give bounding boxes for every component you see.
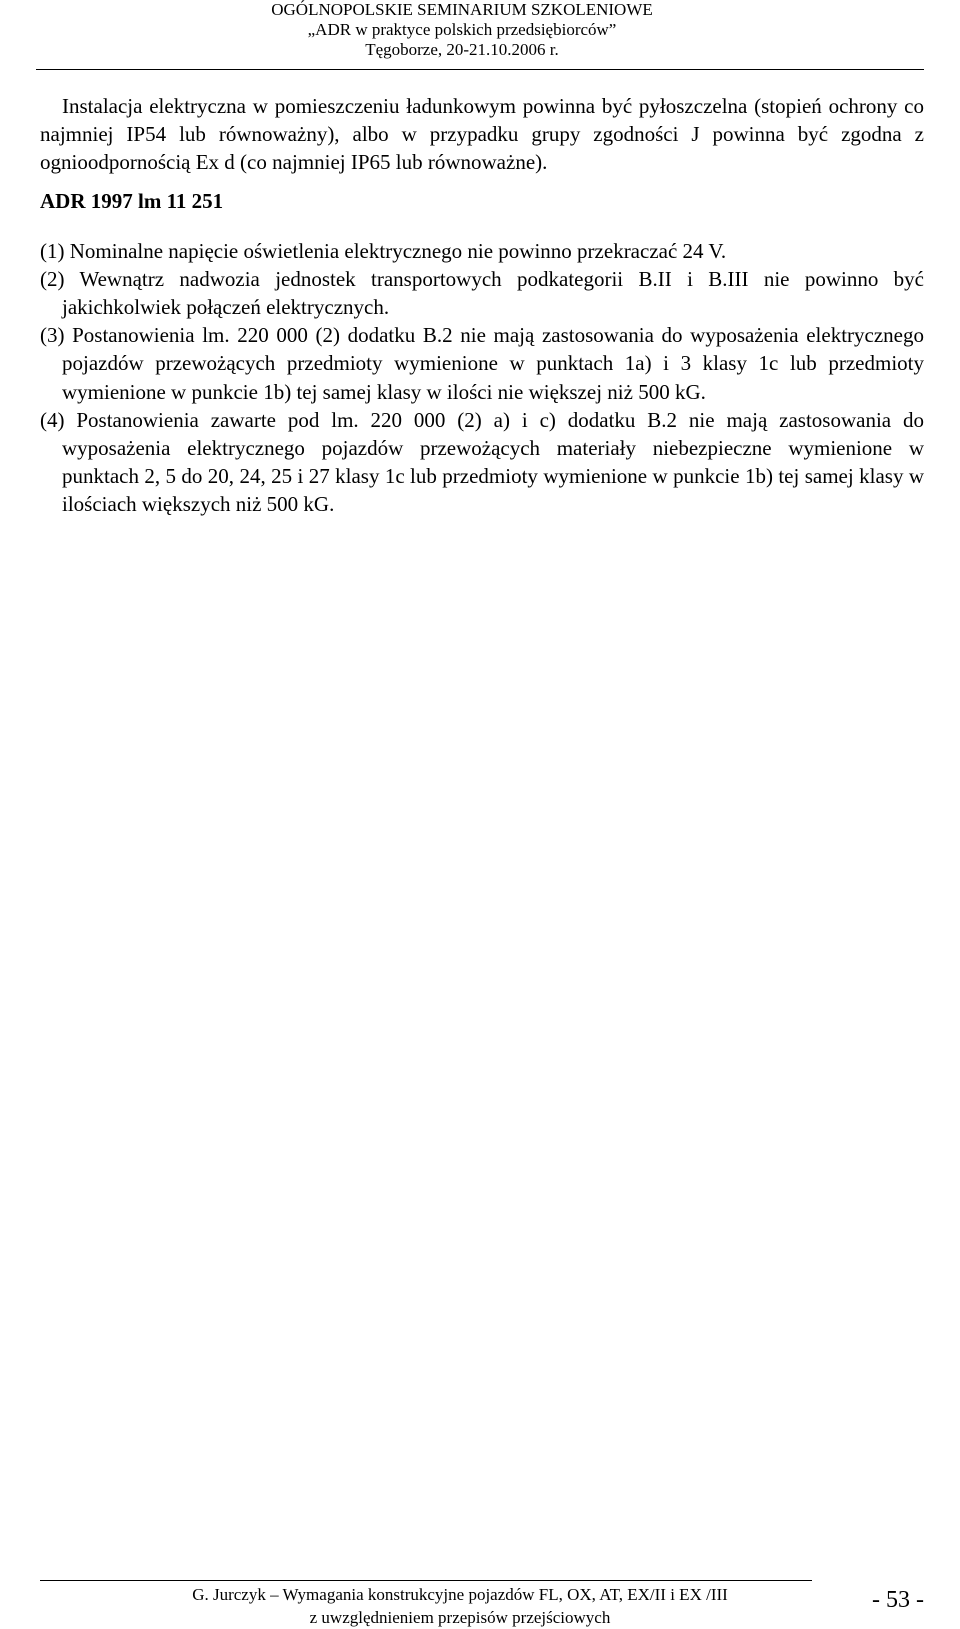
header-divider <box>36 69 924 70</box>
footer-author-title: G. Jurczyk – Wymagania konstrukcyjne pojazdów FL, OX, AT, EX/II i EX /III <box>192 1585 728 1604</box>
intro-paragraph: Instalacja elektryczna w pomieszczeniu ładunkowym powinna być pyłoszczelna (stopień ochrony co najmniej IP54 lub równoważny), albo w przypadku grupy zgodności J powinna być zgodna z ognioodpornością Ex d (co najmniej IP65 lub równoważne). <box>40 94 924 175</box>
header-place-date: Tęgoborze, 20-21.10.2006 r. <box>365 40 559 59</box>
footer-divider <box>40 1580 812 1581</box>
section-heading: ADR 1997 lm 11 251 <box>40 188 224 213</box>
page-footer <box>140 1583 780 1629</box>
provision-item-2: (2) Wewnątrz nadwozia jednostek transportowych podkategorii B.II i B.III nie powinno być jakichkolwiek połączeń elektrycznych. <box>40 266 924 320</box>
document-body <box>40 92 924 519</box>
header-seminar-title: OGÓLNOPOLSKIE SEMINARIUM SZKOLENIOWE <box>271 0 653 19</box>
page-number: - 53 - <box>872 1587 924 1613</box>
page-header <box>0 0 924 60</box>
footer-subtitle: z uwzględnieniem przepisów przejściowych <box>309 1608 611 1627</box>
provision-item-1: (1) Nominalne napięcie oświetlenia elektrycznego nie powinno przekraczać 24 V. <box>40 238 727 263</box>
provision-item-3: (3) Postanowienia lm. 220 000 (2) dodatku B.2 nie mają zastosowania do wyposażenia elektrycznego pojazdów przewożących przedmioty wymienione w punktach 1a) i 3 klasy 1c lub przedmioty wymienione w punkcie 1b) tej samej klasy w ilości nie większej niż 500 kG. <box>40 323 924 404</box>
provision-list <box>40 237 924 519</box>
header-seminar-subtitle: „ADR w praktyce polskich przedsiębiorców” <box>307 20 617 39</box>
provision-item-4: (4) Postanowienia zawarte pod lm. 220 000 (2) a) i c) dodatku B.2 nie mają zastosowania do wyposażenia elektrycznego pojazdów przewożących materiały niebezpieczne wymienione w punktach 2, 5 do 20, 24, 25 i 27 klasy 1c lub przedmioty wymienione w punkcie 1b) tej samej klasy w ilościach większych niż 500 kG. <box>40 407 924 517</box>
